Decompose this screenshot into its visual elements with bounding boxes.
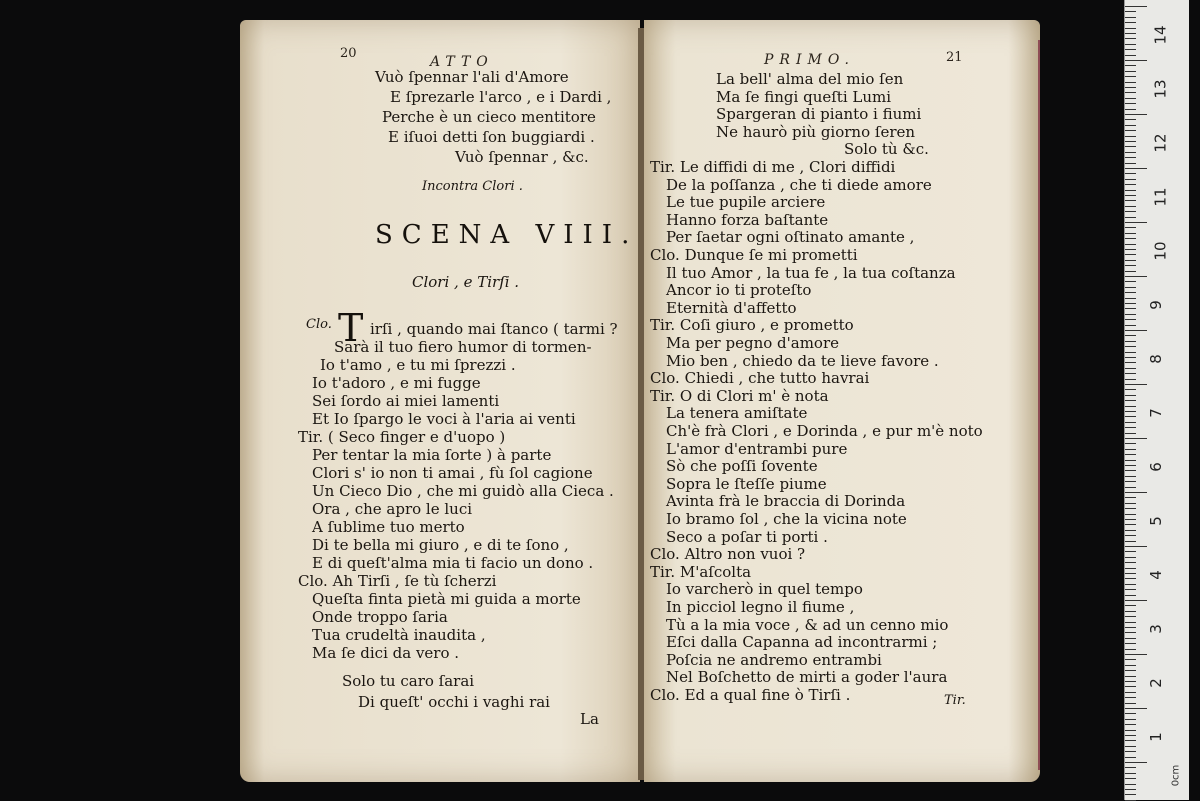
verse-line: De la poſſanza , che ti diede amore	[666, 175, 932, 194]
ruler-tick	[1125, 152, 1136, 153]
ruler-tick	[1125, 551, 1136, 552]
ruler-tick	[1125, 130, 1136, 131]
ruler-tick	[1125, 778, 1136, 779]
verse-line: Il tuo Amor , la tua fe , la tua coſtanza	[666, 263, 956, 282]
ruler-tick	[1125, 303, 1136, 304]
scene-title: SCENA VIII.	[375, 220, 639, 250]
first-verse-line: irſi , quando mai ſtanco ( tarmi ?	[370, 320, 618, 338]
ruler-tick	[1125, 670, 1136, 671]
ruler-tick	[1125, 368, 1136, 369]
ruler-tick	[1125, 481, 1136, 482]
ruler-number: 13	[1151, 79, 1170, 99]
verse-line: Tir. ( Seco finger e d'uopo )	[298, 428, 506, 446]
verse-line: Tir. M'aſcolta	[650, 562, 752, 581]
ruler-tick	[1125, 281, 1136, 282]
ruler-tick	[1125, 746, 1136, 747]
verse-line: Clo. Ed a qual fine ò Tirſi .	[650, 686, 851, 704]
ruler-tick	[1125, 314, 1136, 315]
ruler-tick	[1125, 681, 1136, 682]
verse-line: Ch'è frà Clori , e Dorinda , e pur m'è noto	[666, 422, 983, 440]
ruler-tick	[1125, 449, 1136, 450]
ruler-tick	[1125, 589, 1136, 590]
ruler-tick	[1125, 578, 1136, 579]
verse-line: E ſprezarle l'arco , e i Dardi ,	[390, 88, 612, 106]
page-edge	[1038, 40, 1040, 770]
ruler-tick	[1125, 357, 1136, 358]
verse-line: Per tentar la mia ſorte ) à parte	[312, 446, 552, 464]
ruler-tick	[1125, 406, 1136, 407]
verse-line: Io t'amo , e tu mi ſprezzi .	[320, 356, 516, 374]
verse-line: E di queſt'alma mia ti facio un dono .	[312, 554, 594, 572]
ruler-tick	[1125, 22, 1136, 23]
speaker-label: Clo.	[306, 317, 332, 332]
verse-line: Onde troppo ſaria	[312, 608, 448, 626]
verse-line: E iſuoi detti ſon buggiardi .	[388, 128, 595, 146]
ruler-tick	[1125, 119, 1136, 120]
ruler-tick	[1125, 503, 1136, 504]
ruler-tick	[1125, 211, 1136, 212]
ruler-tick	[1125, 389, 1136, 390]
verse-line: Sarà il tuo fiero humor di tormen-	[334, 338, 592, 356]
ruler-tick	[1125, 109, 1136, 110]
ruler-tick	[1125, 638, 1136, 639]
ruler-tick	[1125, 173, 1136, 174]
ruler-tick	[1125, 222, 1147, 223]
ruler-tick	[1125, 362, 1136, 363]
verse-line: In picciol legno il fiume ,	[666, 598, 855, 616]
ruler-number: 10	[1151, 241, 1170, 261]
ruler-tick	[1125, 708, 1147, 709]
ruler-number: 4	[1146, 570, 1165, 580]
ruler-tick	[1125, 611, 1136, 612]
ruler-number: 3	[1146, 624, 1165, 634]
ruler-tick	[1125, 319, 1136, 320]
ruler-tick	[1125, 605, 1136, 606]
ruler-tick	[1125, 659, 1136, 660]
ruler-tick	[1125, 341, 1136, 342]
ruler-tick	[1125, 676, 1136, 677]
ruler-tick	[1125, 325, 1136, 326]
ruler-tick	[1125, 195, 1136, 196]
ruler-tick	[1125, 719, 1136, 720]
ruler-tick	[1125, 98, 1136, 99]
ruler-tick	[1125, 260, 1136, 261]
ruler-tick	[1125, 600, 1147, 601]
verse-line: Seco a poſar ti porti .	[666, 527, 828, 546]
ruler-tick	[1125, 373, 1136, 374]
ruler-number: 14	[1151, 25, 1170, 45]
ruler-number: 5	[1146, 516, 1165, 526]
scene-characters: Clori , e Tirſi .	[412, 273, 520, 291]
ruler-tick	[1125, 492, 1147, 493]
ruler-number: 1	[1146, 732, 1165, 742]
ruler-tick	[1125, 184, 1136, 185]
ruler-tick	[1125, 557, 1136, 558]
ruler-tick	[1125, 92, 1136, 93]
verse-line: Solo tu caro ſarai	[342, 672, 475, 690]
verse-line: Tù a la mia voce , & ad un cenno mio	[666, 615, 949, 634]
ruler-tick	[1125, 249, 1136, 250]
ruler-tick	[1125, 751, 1136, 752]
verse-line: Vuò ſpennar , &c.	[455, 148, 589, 166]
drop-cap: T	[338, 306, 364, 350]
ruler-tick	[1125, 535, 1136, 536]
ruler-number: 11	[1151, 187, 1170, 207]
ruler-tick	[1125, 433, 1136, 434]
ruler-tick	[1125, 546, 1147, 547]
ruler-number: 8	[1146, 354, 1165, 364]
verse-line: Le tue pupile arciere	[666, 193, 826, 212]
ruler-tick	[1125, 141, 1136, 142]
ruler-tick	[1125, 352, 1136, 353]
ruler-tick	[1125, 422, 1136, 423]
ruler-tick	[1125, 400, 1136, 401]
verse-line: Di queſt' occhi i vaghi rai	[358, 693, 550, 711]
verse-line: Ancor io ti proteſto	[666, 281, 812, 300]
ruler-tick	[1125, 665, 1136, 666]
verse-line: Queſta finta pietà mi guida a morte	[312, 590, 581, 608]
ruler-tick	[1125, 71, 1136, 72]
ruler-tick	[1125, 654, 1147, 655]
verse-line: La bell' alma del mio ſen	[716, 70, 904, 88]
verse-line: Io t'adoro , e mi fugge	[312, 374, 481, 392]
verse-line: Tua crudeltà inaudita ,	[312, 626, 486, 644]
ruler-tick	[1125, 44, 1136, 45]
ruler-tick	[1125, 49, 1136, 50]
ruler-tick	[1125, 643, 1136, 644]
ruler-tick	[1125, 541, 1136, 542]
verse-line: Solo tù &c.	[844, 140, 929, 159]
ruler-tick	[1125, 686, 1136, 687]
verse-line: Sei ſordo ai miei lamenti	[312, 392, 500, 410]
ruler-tick	[1125, 416, 1136, 417]
ruler-tick	[1125, 789, 1136, 790]
ruler-tick	[1125, 773, 1136, 774]
verse-line: Perche è un cieco mentitore	[382, 108, 596, 126]
verse-line: Sò che poſſi ſovente	[666, 457, 818, 476]
ruler-tick	[1125, 206, 1136, 207]
ruler-tick	[1125, 38, 1136, 39]
verse-line: Nel Boſchetto de mirti a goder l'aura	[666, 668, 948, 687]
ruler-tick	[1125, 762, 1147, 763]
ruler-tick	[1125, 767, 1136, 768]
verse-line: Tir. Le diffidi di me , Clori diffidi	[650, 158, 896, 176]
verse-line: Di te bella mi giuro , e di te ſono ,	[312, 536, 569, 554]
running-header-left: ATTO	[430, 54, 494, 70]
ruler-tick	[1125, 584, 1136, 585]
verse-line: Sopra le ſteſſe piume	[666, 474, 827, 493]
ruler-tick	[1125, 146, 1136, 147]
ruler-tick	[1125, 276, 1147, 277]
ruler-tick	[1125, 757, 1136, 758]
verse-line: Clo. Ah Tirſi , ſe tù ſcherzi	[298, 572, 497, 590]
ruler-tick	[1125, 595, 1136, 596]
ruler-tick	[1125, 524, 1136, 525]
ruler-tick	[1125, 497, 1136, 498]
ruler-number: 12	[1151, 133, 1170, 153]
ruler-tick	[1125, 519, 1136, 520]
verse-line: Hanno forza baſtante	[666, 210, 829, 229]
ruler-tick	[1125, 530, 1136, 531]
ruler-tick	[1125, 136, 1136, 137]
ruler-unit: 0cm	[1170, 764, 1182, 787]
ruler-tick	[1125, 125, 1136, 126]
ruler-number: 6	[1146, 462, 1165, 472]
ruler-tick	[1125, 427, 1136, 428]
ruler-tick	[1125, 794, 1136, 795]
ruler-tick	[1125, 713, 1136, 714]
ruler-tick	[1125, 287, 1136, 288]
verse-line: La tenera amiſtate	[666, 404, 808, 423]
verse-line: Ma ſe fingi queſti Lumi	[716, 87, 892, 106]
verse-line: Mio ben , chiedo da te lieve favore .	[666, 351, 939, 370]
ruler-tick	[1125, 568, 1136, 569]
ruler-tick	[1125, 82, 1136, 83]
ruler-tick	[1125, 217, 1136, 218]
ruler-tick	[1125, 254, 1136, 255]
right-page	[644, 20, 1040, 782]
verse-line: Ma ſe dici da vero .	[312, 644, 460, 662]
ruler-tick	[1125, 335, 1136, 336]
ruler-tick	[1125, 465, 1136, 466]
measurement-ruler	[1124, 0, 1189, 800]
catchword-left: La	[580, 710, 599, 728]
ruler-number: 2	[1146, 678, 1165, 688]
verse-line: Eternità d'affetto	[666, 298, 797, 317]
ruler-tick	[1125, 703, 1136, 704]
ruler-tick	[1125, 454, 1136, 455]
verse-line: Tir. O di Clori m' è nota	[650, 386, 829, 405]
verse-line: Avinta frà le braccia di Dorinda	[666, 492, 906, 511]
verse-line: Vuò ſpennar l'ali d'Amore	[375, 68, 569, 86]
ruler-tick	[1125, 200, 1136, 201]
ruler-tick	[1125, 476, 1136, 477]
verse-line: Clori s' io non ti amai , fù ſol cagione	[312, 464, 593, 482]
ruler-tick	[1125, 573, 1136, 574]
ruler-tick	[1125, 627, 1136, 628]
ruler-tick	[1125, 632, 1136, 633]
open-book	[240, 20, 1050, 790]
ruler-tick	[1125, 460, 1136, 461]
ruler-tick	[1125, 103, 1136, 104]
verse-line: Ma per pegno d'amore	[666, 334, 839, 352]
verse-line: Poſcia ne andremo entrambi	[666, 650, 882, 669]
ruler-tick	[1125, 508, 1136, 509]
ruler-tick	[1125, 168, 1147, 169]
ruler-tick	[1125, 60, 1147, 61]
verse-line: Ne haurò più giorno ſeren	[716, 122, 916, 141]
verse-line: Un Cieco Dio , che mi guidò alla Cieca .	[312, 482, 614, 500]
ruler-tick	[1125, 692, 1136, 693]
ruler-tick	[1125, 330, 1147, 331]
ruler-tick	[1125, 233, 1136, 234]
stage-direction: Incontra Clori .	[422, 179, 523, 194]
page-number-left: 20	[340, 46, 357, 61]
left-page	[240, 20, 640, 782]
ruler-tick	[1125, 157, 1136, 158]
ruler-tick	[1125, 179, 1136, 180]
ruler-tick	[1125, 238, 1136, 239]
ruler-tick	[1125, 163, 1136, 164]
ruler-tick	[1125, 724, 1136, 725]
ruler-tick	[1125, 740, 1136, 741]
verse-line: Clo. Chiedi , che tutto havrai	[650, 369, 870, 388]
ruler-tick	[1125, 697, 1136, 698]
ruler-tick	[1125, 622, 1136, 623]
verse-line: Et Io ſpargo le voci à l'aria ai venti	[312, 410, 576, 428]
ruler-tick	[1125, 470, 1136, 471]
ruler-tick	[1125, 730, 1136, 731]
verse-line: Eſci dalla Capanna ad incontrarmi ;	[666, 633, 938, 652]
verse-line: Tir. Coſi giuro , e prometto	[650, 316, 854, 335]
ruler-tick	[1125, 265, 1136, 266]
ruler-tick	[1125, 346, 1136, 347]
ruler-tick	[1125, 395, 1136, 396]
page-number-right: 21	[946, 50, 963, 65]
ruler-tick	[1125, 443, 1136, 444]
ruler-tick	[1125, 784, 1136, 785]
ruler-tick	[1125, 438, 1147, 439]
ruler-tick	[1125, 244, 1136, 245]
ruler-tick	[1125, 190, 1136, 191]
ruler-tick	[1125, 55, 1136, 56]
ruler-tick	[1125, 384, 1147, 385]
verse-line: A ſublime tuo merto	[312, 518, 465, 536]
ruler-tick	[1125, 562, 1136, 563]
ruler-tick	[1125, 11, 1136, 12]
ruler-tick	[1125, 298, 1136, 299]
ruler-tick	[1125, 735, 1136, 736]
running-header-right: PRIMO.	[764, 52, 855, 68]
verse-line: Ora , che apro le luci	[312, 500, 473, 518]
ruler-tick	[1125, 379, 1136, 380]
verse-line: Io bramo ſol , che la vicina note	[666, 510, 907, 528]
ruler-tick	[1125, 411, 1136, 412]
ruler-tick	[1125, 514, 1136, 515]
ruler-tick	[1125, 616, 1136, 617]
ruler-tick	[1125, 76, 1136, 77]
verse-line: Per ſaetar ogni oſtinato amante ,	[666, 228, 915, 247]
ruler-tick	[1125, 33, 1136, 34]
ruler-number: 7	[1146, 408, 1165, 418]
ruler-tick	[1125, 227, 1136, 228]
ruler-tick	[1125, 6, 1147, 7]
ruler-tick	[1125, 649, 1136, 650]
verse-line: Clo. Altro non vuoi ?	[650, 545, 806, 564]
ruler-tick	[1125, 292, 1136, 293]
ruler-tick	[1125, 87, 1136, 88]
verse-line: L'amor d'entrambi pure	[666, 439, 848, 458]
verse-line: Clo. Dunque ſe mi prometti	[650, 246, 858, 264]
verse-line: Io varcherò in quel tempo	[666, 580, 863, 599]
ruler-tick	[1125, 65, 1136, 66]
ruler-tick	[1125, 28, 1136, 29]
ruler-tick	[1125, 271, 1136, 272]
ruler-tick	[1125, 114, 1147, 115]
ruler-tick	[1125, 308, 1136, 309]
ruler-tick	[1125, 17, 1136, 18]
ruler-tick	[1125, 487, 1136, 488]
catchword-right: Tir.	[944, 693, 966, 708]
verse-line: Spargeran di pianto i fiumi	[716, 105, 922, 124]
ruler-number: 9	[1146, 300, 1165, 310]
